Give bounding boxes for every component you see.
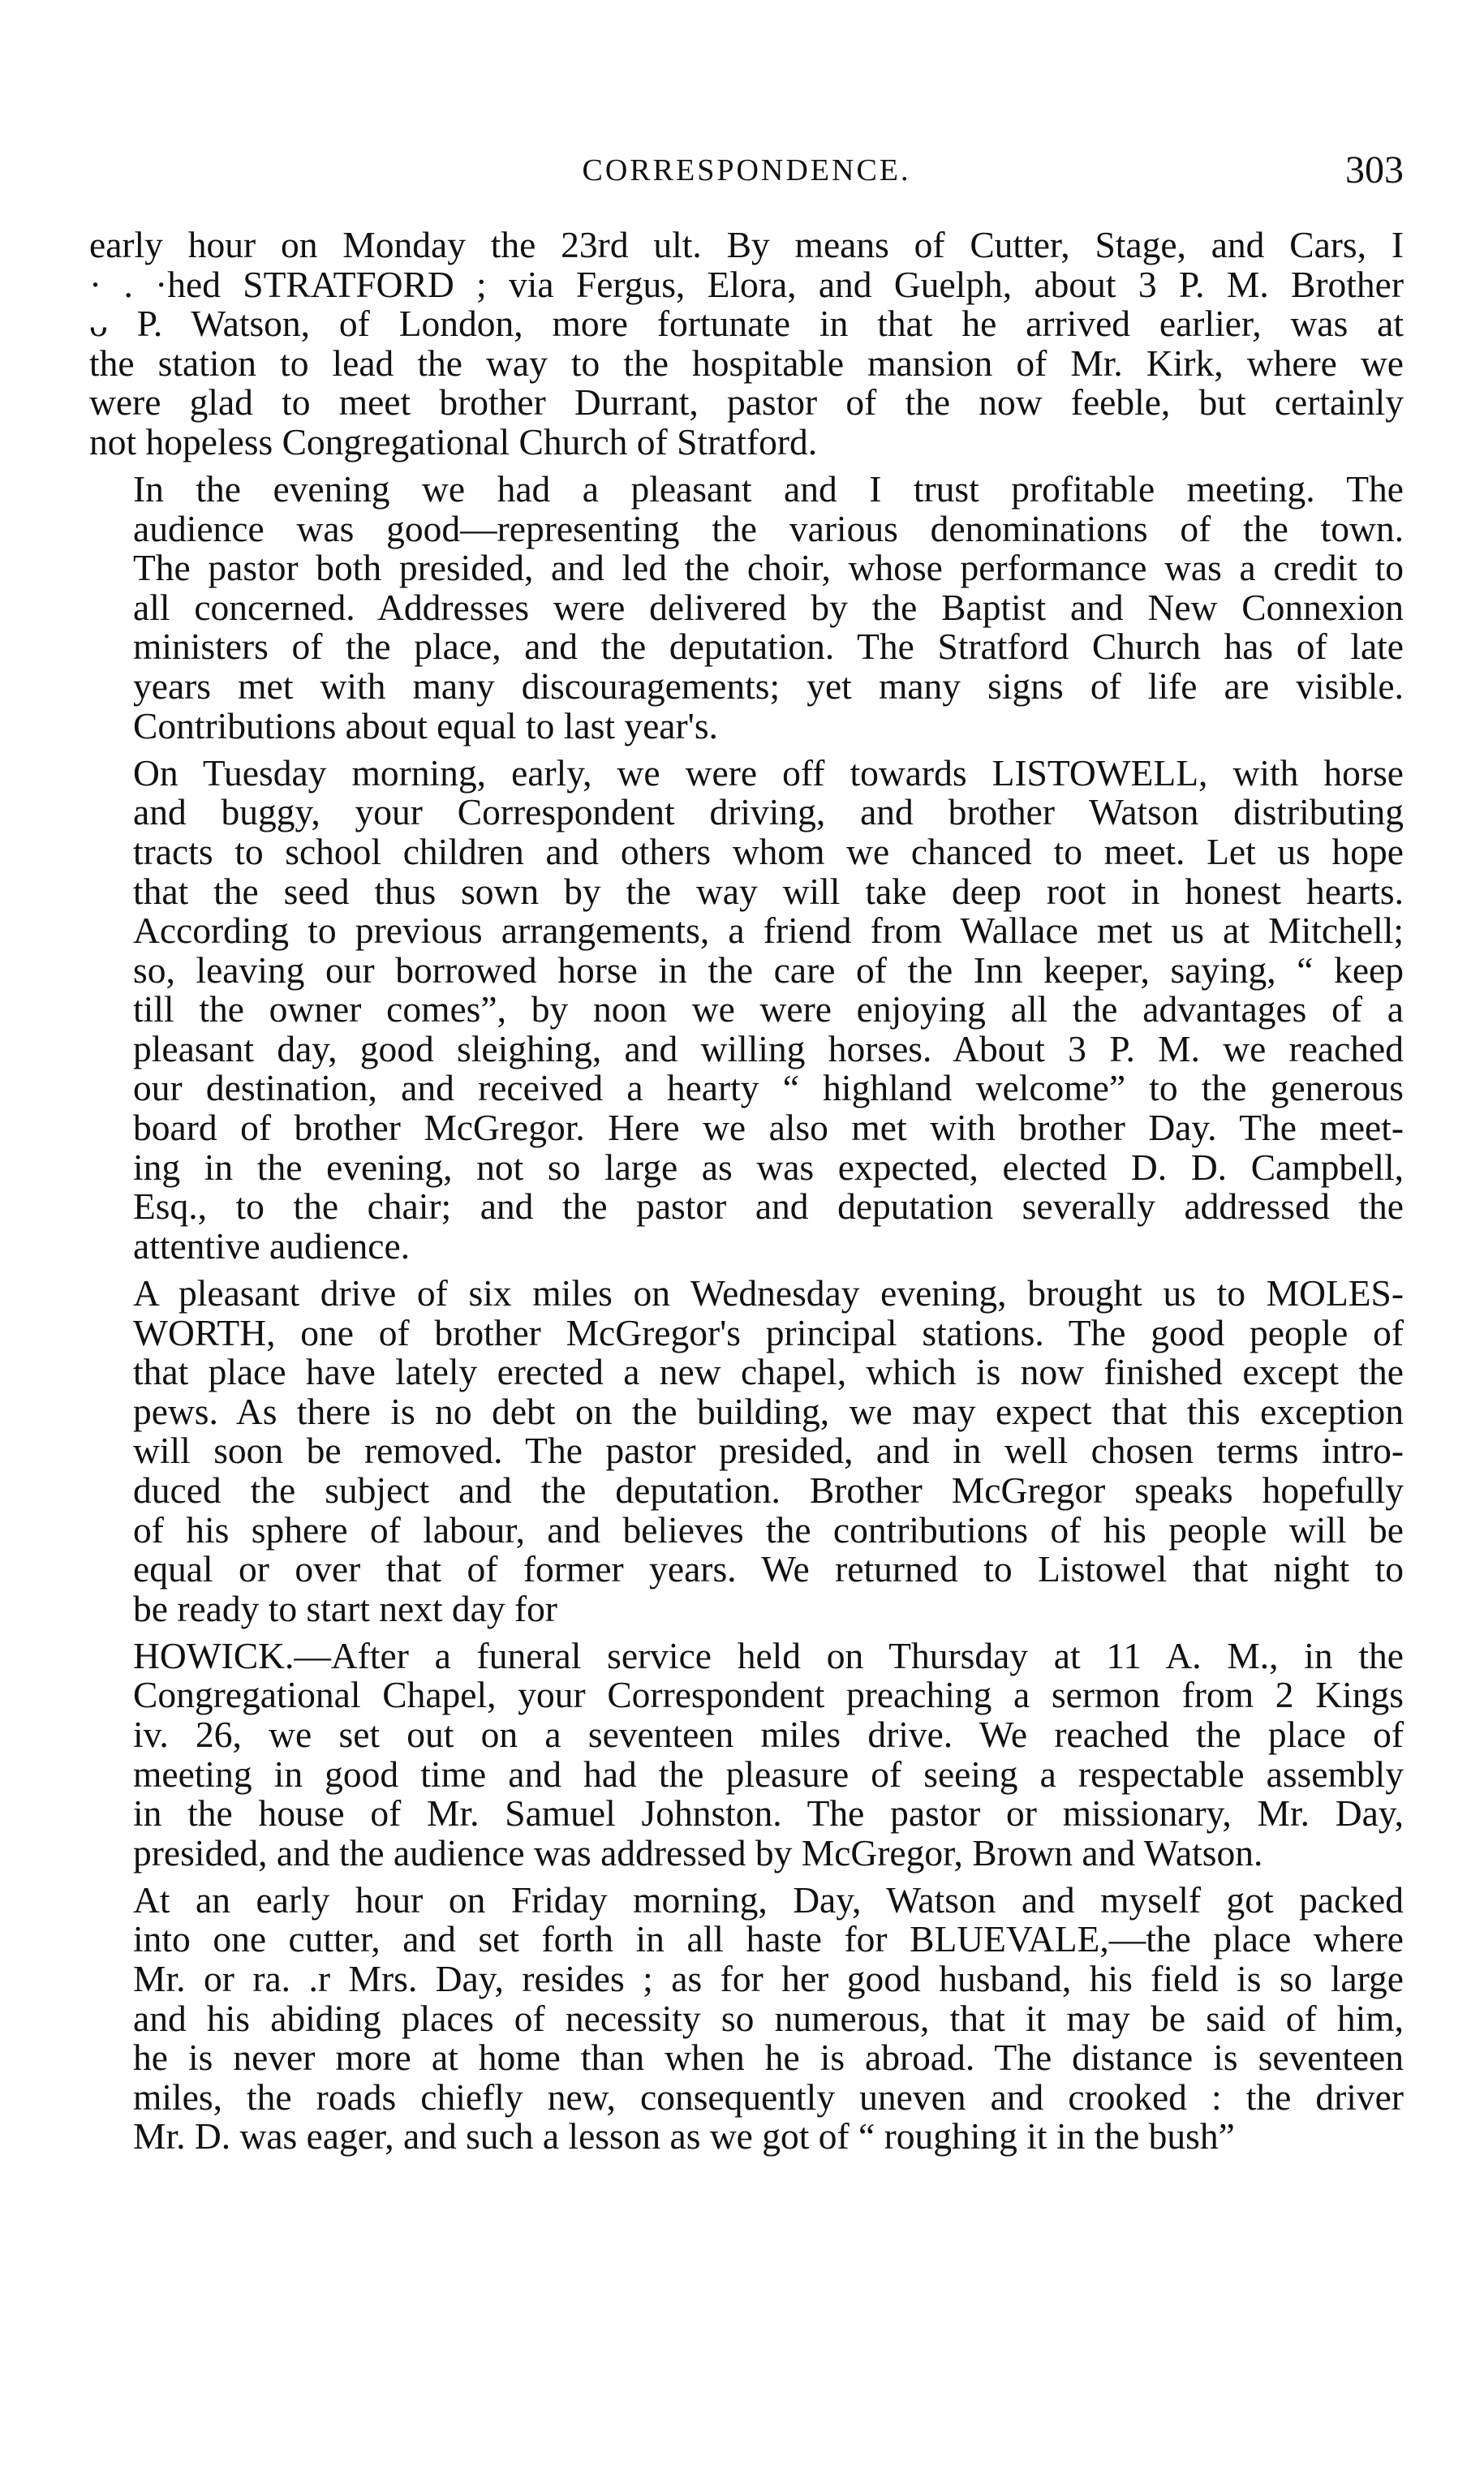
paragraph bbox=[89, 226, 1404, 462]
text-line: till the owner comes”, by noon we were enjoying all the advantages of a bbox=[133, 988, 1404, 1030]
text-line: In the evening we had a pleasant and I trust profitable meeting. The bbox=[133, 468, 1404, 510]
text-line: our destination, and received a hearty “ highland welcome” to the generous bbox=[133, 1067, 1404, 1109]
text-line: not hopeless Congregational Church of Stratford. bbox=[89, 420, 818, 462]
text-line: so, leaving our borrowed horse in the care of the Inn keeper, saying, “ keep bbox=[133, 949, 1404, 991]
text-line: will soon be removed. The pastor presided, and in well chosen terms intro- bbox=[133, 1430, 1404, 1472]
text-line: years met with many discouragements; yet many signs of life are visible. bbox=[133, 665, 1404, 708]
paragraph bbox=[89, 1634, 1404, 1874]
text-line: audience was good—representing the various denominations of the town. bbox=[133, 507, 1404, 549]
text-line: and his abiding places of necessity so numerous, that it may be said of him, bbox=[133, 1997, 1404, 2039]
paragraph bbox=[89, 1878, 1404, 2157]
paragraph bbox=[89, 470, 1404, 746]
text-line: Esq., to the chair; and the pastor and deputation severally addressed the bbox=[133, 1185, 1404, 1228]
text-line: early hour on Monday the 23rd ult. By means of Cutter, Stage, and Cars, I bbox=[89, 224, 1404, 265]
text-line: A pleasant drive of six miles on Wednesday evening, brought us to MOLES- bbox=[133, 1271, 1404, 1314]
text-line: presided, and the audience was addressed by McGregor, Brown and Watson. bbox=[133, 1831, 1263, 1874]
text-line: WORTH, one of brother McGregor's principal stations. The good people of bbox=[133, 1311, 1404, 1353]
text-line: he is never more at home than when he is abroad. The distance is seventeen bbox=[133, 2037, 1404, 2079]
text-line: duced the subject and the deputation. Brother McGregor speaks hopefully bbox=[133, 1469, 1404, 1511]
text-line: ing in the evening, not so large as was expected, elected D. D. Campbell, bbox=[133, 1146, 1404, 1188]
text-line: that place have lately erected a new chapel, which is now finished except the bbox=[133, 1351, 1404, 1393]
text-line: in the house of Mr. Samuel Johnston. The pastor or missionary, Mr. Day, bbox=[133, 1792, 1404, 1835]
text-line: miles, the roads chiefly new, consequently uneven and crooked : the driver bbox=[133, 2076, 1404, 2118]
text-line: all concerned. Addresses were delivered by the Baptist and New Connexion bbox=[133, 586, 1404, 628]
paragraph bbox=[89, 751, 1404, 1267]
text-line: meeting in good time and had the pleasure of seeing a respectable assembly bbox=[133, 1753, 1404, 1795]
text-line: Mr. D. was eager, and such a lesson as we got of “ roughing it in the bush” bbox=[133, 2115, 1235, 2157]
text-line: Congregational Chapel, your Correspondent preaching a sermon from 2 Kings bbox=[133, 1674, 1404, 1716]
text-line: board of brother McGregor. Here we also met with brother Day. The meet- bbox=[133, 1107, 1404, 1149]
text-line: iv. 26, we set out on a seventeen miles drive. We reached the place of bbox=[133, 1713, 1404, 1755]
page-number: 303 bbox=[1345, 148, 1404, 191]
text-line: Mr. or ra. .r Mrs. Day, resides ; as for her good husband, his field is so large bbox=[133, 1958, 1404, 2000]
text-line: HOWICK.—After a funeral service held on Thursday at 11 A. M., in the bbox=[133, 1634, 1404, 1676]
text-line: ministers of the place, and the deputation. The Stratford Church has of late bbox=[133, 626, 1404, 668]
text-line: pews. As there is no debt on the building, we may expect that this exception bbox=[133, 1390, 1404, 1432]
running-head bbox=[89, 148, 1404, 196]
text-line: the station to lead the way to the hospitable mansion of Mr. Kirk, where we bbox=[89, 342, 1404, 384]
text-line: into one cutter, and set forth in all haste for BLUEVALE,—the place where bbox=[133, 1918, 1404, 1960]
text-line: ᴗ P. Watson, of London, more fortunate in that he arrived earlier, was at bbox=[89, 303, 1404, 345]
text-line: and buggy, your Correspondent driving, and brother Watson distributing bbox=[133, 791, 1404, 833]
running-title: CORRESPONDENCE. bbox=[582, 153, 911, 187]
text-line: equal or over that of former years. We returned to Listowel that night to bbox=[133, 1548, 1404, 1590]
text-line: attentive audience. bbox=[133, 1224, 411, 1267]
text-line: On Tuesday morning, early, we were off towards LISTOWELL, with horse bbox=[133, 751, 1404, 794]
text-line: According to previous arrangements, a friend from Wallace met us at Mitchell; bbox=[133, 910, 1404, 952]
text-line: of his sphere of labour, and believes the contributions of his people will be bbox=[133, 1508, 1404, 1551]
text-line: At an early hour on Friday morning, Day, Watson and myself got packed bbox=[133, 1878, 1404, 1921]
text-line: pleasant day, good sleighing, and willing horses. About 3 P. M. we reached bbox=[133, 1027, 1404, 1069]
text-line: · . ·hed STRATFORD ; via Fergus, Elora, and Guelph, about 3 P. M. Brother bbox=[89, 263, 1404, 305]
text-line: tracts to school children and others whom we chanced to meet. Let us hope bbox=[133, 830, 1404, 872]
text-line: Contributions about equal to last year's. bbox=[133, 704, 718, 746]
text-line: The pastor both presided, and led the choir, whose performance was a credit to bbox=[133, 547, 1404, 589]
text-line: that the seed thus sown by the way will take deep root in honest hearts. bbox=[133, 870, 1404, 912]
text-line: be ready to start next day for bbox=[133, 1587, 558, 1629]
text-line: were glad to meet brother Durrant, pastor of the now feeble, but certainly bbox=[89, 381, 1404, 424]
body-text bbox=[89, 226, 1404, 2165]
paragraph bbox=[89, 1271, 1404, 1629]
